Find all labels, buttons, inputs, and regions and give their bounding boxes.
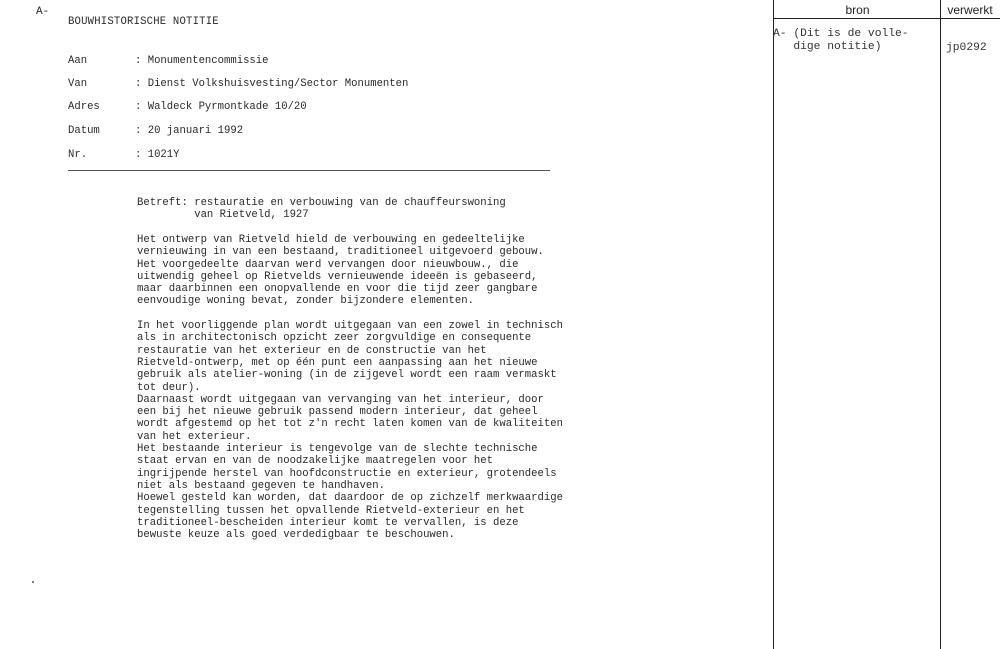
meta-value-nr: : 1021Y bbox=[135, 149, 180, 161]
bron-column-border bbox=[773, 0, 774, 649]
meta-label-nr: Nr. bbox=[68, 149, 88, 161]
document-heading: BOUWHISTORISCHE NOTITIE bbox=[68, 16, 219, 28]
bron-note: A- (Dit is de volle- dige notitie) bbox=[773, 28, 909, 53]
verwerkt-column-border bbox=[940, 0, 941, 649]
meta-label-van: Van bbox=[68, 78, 88, 90]
meta-label-adres: Adres bbox=[68, 101, 100, 113]
subject-line: Betreft: restauratie en verbouwing van de chauffeurswoning van Rietveld, 1927 bbox=[137, 197, 506, 221]
meta-label-datum: Datum bbox=[68, 125, 100, 137]
body-text: Het ontwerp van Rietveld hield de verbouwing en gedeeltelijke vernieuwing in van een bestaand, traditioneel uitgevoerd gebouw. Het voorgedeelte daarvan werd vervangen door nieuwbouw., die uitwendig geheel op Rietvelds vernieuwende ideeën is gebaseerd, maar daarbinnen een onopvallende en voor die tijd zeer gangbare eenvoudige woning bevat, zonder bijzondere elementen. In het voorliggende plan wordt uitgegaan van een zowel in technisch als in architectonisch opzicht zeer zorgvuldige en consequente restauratie van het exterieur en de constructie van het Rietveld-ontwerp, met op één punt een aanpassing aan het nieuwe gebruik als atelier-woning (in de zijgevel wordt een raam vermaskt tot deur). Daarnaast wordt uitgegaan van vervanging van het interieur, door een bij het nieuwe gebruik passend modern interieur, dat geheel wordt afgestemd op het tot z'n recht laten komen van de kwaliteiten van het exterieur. Het bestaande interieur is tengevolge van de slechte technische staat ervan en van de noodzakelijke maatregelen voor het ingrijpende herstel van hoofdconstructie en exterieur, grotendeels niet als bestaand gegeven te handhaven. Hoewel gesteld kan worden, dat daardoor de op zichzelf merkwaardige tegenstelling tussen het opvallende Rietveld-exterieur en het traditioneel-bescheiden interieur komt te vervallen, is deze bewuste keuze als goed verdedigbaar te beschouwen. bbox=[137, 234, 563, 542]
panel-header-divider bbox=[773, 18, 1000, 19]
verwerkt-code: jp0292 bbox=[946, 42, 987, 54]
document-marker: A- bbox=[36, 6, 50, 18]
meta-value-adres: : Waldeck Pyrmontkade 10/20 bbox=[135, 101, 307, 113]
header-divider bbox=[68, 170, 550, 171]
meta-value-van: : Dienst Volkshuisvesting/Sector Monumenten bbox=[135, 78, 409, 90]
meta-value-datum: : 20 januari 1992 bbox=[135, 125, 244, 137]
column-header-verwerkt: verwerkt bbox=[947, 3, 993, 17]
meta-value-aan: : Monumentencommissie bbox=[135, 55, 269, 67]
column-header-bron: bron bbox=[845, 3, 870, 17]
meta-label-aan: Aan bbox=[68, 55, 88, 67]
scan-speck bbox=[32, 581, 34, 583]
